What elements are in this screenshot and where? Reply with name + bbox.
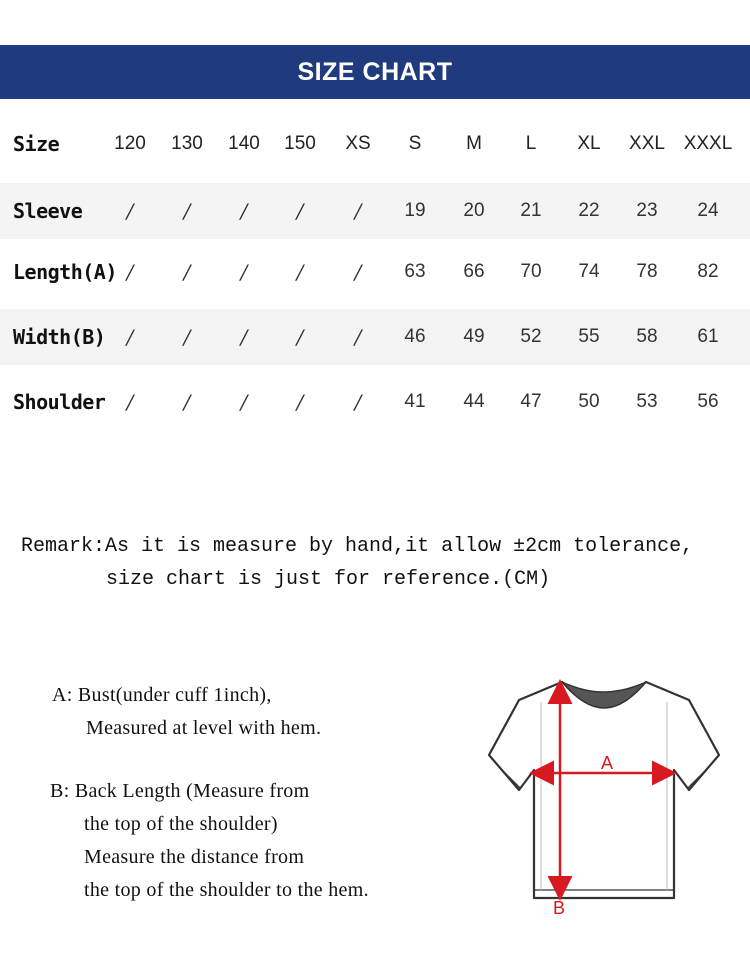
size-value-cell: 74	[578, 261, 600, 282]
size-header-cell: XXXL	[683, 133, 733, 154]
size-value-cell: /	[296, 260, 304, 284]
note-a-line-2: Measured at level with hem.	[86, 717, 322, 739]
size-value-cell: 23	[636, 200, 658, 221]
size-value-cell: 49	[463, 326, 485, 347]
size-value-cell: 19	[404, 200, 426, 221]
size-value-cell: 46	[404, 326, 426, 347]
note-b-line-2: the top of the shoulder)	[84, 813, 278, 835]
size-header-cell: XXL	[629, 133, 665, 154]
row-label: Shoulder	[13, 390, 106, 414]
size-value-cell: /	[296, 199, 304, 223]
size-value-cell: 61	[697, 326, 719, 347]
size-value-cell: /	[296, 325, 304, 349]
size-value-cell: /	[183, 390, 191, 414]
size-value-cell: 82	[697, 261, 719, 282]
size-value-cell: 56	[697, 391, 719, 412]
table-row	[0, 374, 750, 430]
size-header-cell: S	[408, 133, 422, 154]
table-row	[0, 244, 750, 300]
size-header-cell: XL	[577, 133, 601, 154]
row-label: Size	[13, 132, 60, 156]
size-value-cell: 58	[636, 326, 658, 347]
tshirt-illustration	[484, 660, 724, 920]
table-header-row	[0, 116, 750, 172]
size-value-cell: /	[240, 199, 248, 223]
remark-line-1: Remark:As it is measure by hand,it allow ±2cm tolerance,	[21, 535, 694, 558]
note-b-line-1: Back Length (Measure from	[74, 780, 310, 802]
note-b-prefix: B:	[50, 780, 70, 802]
size-value-cell: 21	[520, 200, 542, 221]
size-value-cell: 47	[520, 391, 542, 412]
page-title: SIZE CHART	[297, 57, 453, 86]
size-value-cell: 55	[578, 326, 600, 347]
size-header-cell: L	[525, 133, 537, 154]
size-value-cell: /	[126, 325, 134, 349]
size-value-cell: 50	[578, 391, 600, 412]
size-value-cell: /	[354, 325, 362, 349]
table-row	[0, 183, 750, 239]
row-label: Width(B)	[13, 325, 106, 349]
size-value-cell: /	[183, 325, 191, 349]
size-header-cell: 120	[114, 133, 146, 154]
size-value-cell: 53	[636, 391, 658, 412]
size-value-cell: /	[126, 199, 134, 223]
size-header-cell: M	[466, 133, 482, 154]
size-value-cell: /	[126, 260, 134, 284]
size-value-cell: /	[296, 390, 304, 414]
tshirt-diagram	[484, 660, 724, 920]
tshirt-outline	[489, 682, 719, 898]
size-header-cell: 150	[284, 133, 316, 154]
note-a-line-1: Bust(under cuff 1inch),	[77, 684, 272, 706]
size-value-cell: 44	[463, 391, 485, 412]
size-value-cell: 52	[520, 326, 542, 347]
note-b-line-4: the top of the shoulder to the hem.	[84, 879, 369, 901]
size-value-cell: /	[240, 325, 248, 349]
remark-text	[21, 530, 741, 596]
size-value-cell: 24	[697, 200, 719, 221]
size-value-cell: /	[354, 390, 362, 414]
size-value-cell: /	[354, 199, 362, 223]
size-header-cell: XS	[345, 133, 371, 154]
size-value-cell: /	[240, 390, 248, 414]
size-value-cell: /	[183, 260, 191, 284]
size-value-cell: 22	[578, 200, 600, 221]
size-value-cell: /	[126, 390, 134, 414]
size-value-cell: 78	[636, 261, 658, 282]
row-label: Length(A)	[13, 260, 117, 284]
size-value-cell: 63	[404, 261, 426, 282]
size-value-cell: 20	[463, 200, 485, 221]
size-value-cell: 41	[404, 391, 426, 412]
size-chart-banner	[0, 45, 750, 99]
note-a	[52, 679, 321, 745]
size-value-cell: /	[354, 260, 362, 284]
size-value-cell: 66	[463, 261, 485, 282]
size-header-cell: 130	[171, 133, 203, 154]
remark-line-2: size chart is just for reference.(CM)	[106, 568, 551, 591]
size-header-cell: 140	[228, 133, 260, 154]
note-b	[50, 775, 369, 907]
size-value-cell: /	[183, 199, 191, 223]
table-row	[0, 309, 750, 365]
size-value-cell: 70	[520, 261, 542, 282]
label-a: A	[601, 753, 614, 773]
note-a-prefix: A:	[52, 684, 73, 706]
size-value-cell: /	[240, 260, 248, 284]
label-b: B	[553, 898, 566, 918]
row-label: Sleeve	[13, 199, 83, 223]
note-b-line-3: Measure the distance from	[84, 846, 305, 868]
